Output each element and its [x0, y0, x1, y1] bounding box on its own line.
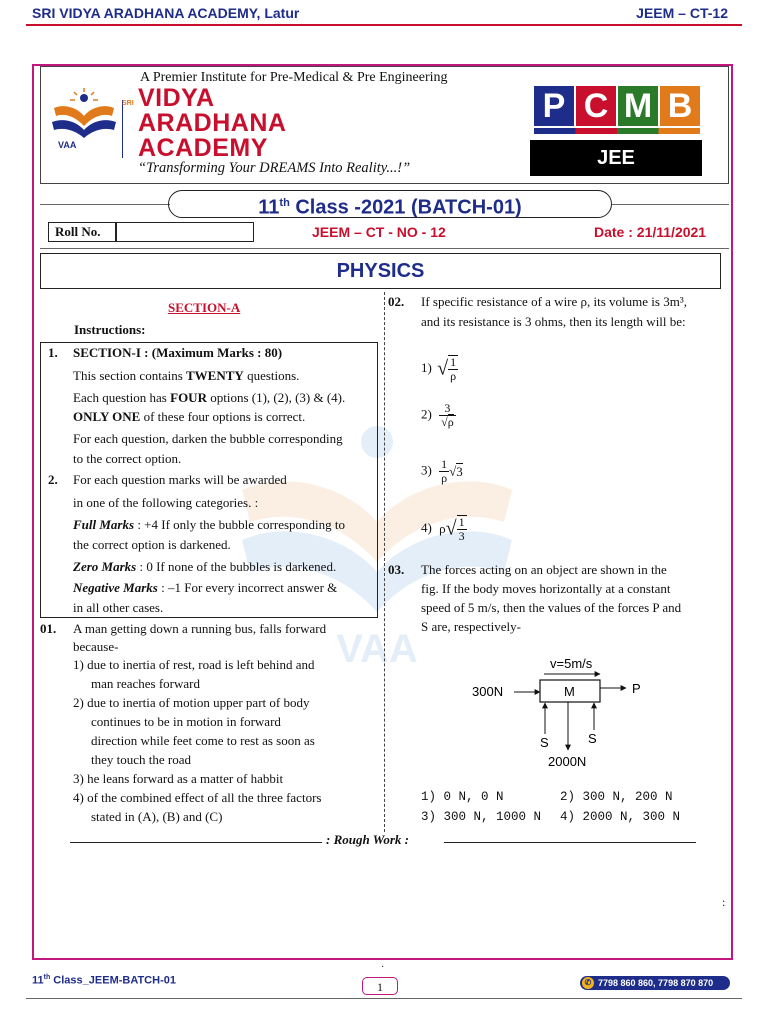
mass-label: M [564, 684, 575, 699]
page-number: 1 [362, 977, 398, 995]
instruction-line: in all other cases. [73, 600, 164, 615]
stray-mark: : [722, 895, 726, 909]
question-stem: and its resistance is 3 ohms, then its length will be: [421, 314, 686, 329]
question-stem: If specific resistance of a wire ρ, its volume is 3m³, [421, 294, 687, 309]
logo-wordmark [138, 86, 286, 161]
question-number: 01. [40, 621, 57, 636]
logo-line-3: ACADEMY [138, 134, 268, 162]
answer-option-1: 1) √ $\frac{1}{\rho}$ [421, 355, 457, 383]
phone-numbers: 7798 860 860, 7798 870 870 [598, 978, 714, 988]
logo-abbreviation: VAA [58, 140, 77, 150]
answer-option: 4) 2000 N, 300 N [560, 810, 681, 824]
answer-option: man reaches forward [91, 676, 200, 691]
instruction-line: For each question marks will be awarded [73, 472, 287, 487]
test-code: JEEM – CT - NO - 12 [312, 224, 446, 240]
logo-sri: SRI [122, 100, 134, 107]
left-force-label: 300N [472, 684, 504, 699]
test-id-header: JEEM – CT-12 [636, 5, 728, 21]
roll-number-label: Roll No. [48, 222, 116, 242]
instructions-title: Instructions: [74, 322, 146, 337]
instruction-line: ONLY ONE of these four options is correct. [73, 409, 306, 424]
answer-option-3: 3) $\frac{1}{\rho}$ √3 [421, 457, 463, 485]
roll-row-rule [40, 248, 729, 249]
book-logo-icon [48, 86, 120, 144]
instruction-zero-marks: Zero Marks : 0 If none of the bubbles is darkened. [73, 559, 337, 574]
pcmb-tile-c: C [576, 86, 616, 126]
answer-option-4: 4) ρ√ $\frac{1}{3}$ [421, 515, 465, 543]
test-date: Date : 21/11/2021 [594, 224, 707, 240]
question-stem: because- [73, 639, 119, 654]
pcmb-logo [530, 82, 702, 178]
institute-header: SRI VIDYA ARADHANA ACADEMY, Latur [32, 5, 300, 21]
answer-option: they touch the road [91, 752, 191, 767]
question-stem: The forces acting on an object are shown in the [421, 562, 667, 577]
question-stem: A man getting down a running bus, falls forward [73, 621, 327, 636]
pcmb-tile-m: M [618, 86, 658, 126]
column-divider [384, 292, 385, 832]
instruction-line: For each question, darken the bubble corresponding [73, 431, 343, 446]
pcmb-subject-strip [534, 128, 700, 134]
footer-class-label: 11th Class_JEEM-BATCH-01 [32, 974, 176, 987]
question-stem: speed of 5 m/s, then the values of the forces P and [421, 600, 682, 615]
pcmb-tile-b: B [660, 86, 700, 126]
s-left-label: S [540, 735, 549, 750]
instruction-num-1: 1. [48, 345, 58, 360]
rough-work-rule-right [444, 842, 696, 843]
contact-phones [580, 976, 730, 990]
answer-option: 4) of the combined effect of all the three factors [73, 790, 322, 805]
page-dot: · [381, 962, 385, 973]
instruction-num-2: 2. [48, 472, 58, 487]
class-batch-title: 11th Class -2021 (BATCH-01) [168, 190, 612, 218]
rough-work-label: : Rough Work : [326, 832, 409, 847]
right-force-label: P [632, 681, 641, 696]
header-rule [26, 24, 742, 26]
answer-option: continues to be in motion in forward [91, 714, 281, 729]
down-force-label: 2000N [548, 754, 587, 769]
phone-icon: ✆ [582, 977, 594, 989]
answer-option: direction while feet come to rest as soon as [91, 733, 315, 748]
logo-divider [122, 100, 123, 158]
instruction-full-marks: Full Marks : +4 If only the bubble corresponding to [73, 517, 346, 532]
answer-option: 3) 300 N, 1000 N [421, 810, 542, 824]
velocity-label: v=5m/s [550, 656, 593, 671]
answer-option: 1) due to inertia of rest, road is left behind and [73, 657, 315, 672]
section-title: SECTION-A [168, 300, 241, 315]
instruction-line: the correct option is darkened. [73, 537, 231, 552]
question-stem: S are, respectively- [421, 619, 521, 634]
question-stem: fig. If the body moves horizontally at a constant [421, 581, 671, 596]
answer-option: 3) he leans forward as a matter of habbit [73, 771, 284, 786]
force-diagram [466, 652, 656, 774]
pill-rule-left [40, 204, 170, 205]
answer-option: stated in (A), (B) and (C) [91, 809, 223, 824]
instruction-line: Each question has FOUR options (1), (2), (3) & (4). [73, 390, 346, 405]
institute-motto: “Transforming Your DREAMS Into Reality...!” [138, 160, 411, 176]
roll-number-field[interactable] [116, 222, 254, 242]
instruction-line: This section contains TWENTY questions. [73, 368, 300, 383]
instruction-line: in one of the following categories. : [73, 495, 259, 510]
question-number: 02. [388, 294, 405, 309]
jee-label: JEE [530, 140, 702, 176]
answer-option-2: 2) $\frac{3}{√\rho}$ [421, 401, 454, 429]
footer-rule [26, 998, 742, 999]
answer-option: 1) 0 N, 0 N [421, 790, 504, 804]
instruction-line: to the correct option. [73, 451, 182, 466]
logo-line-2: ARADHANA [138, 109, 287, 137]
pcmb-tile-p: P [534, 86, 574, 126]
pill-rule-right [612, 204, 729, 205]
answer-option: 2) 300 N, 200 N [560, 790, 673, 804]
s-right-label: S [588, 731, 597, 746]
subject-title: PHYSICS [40, 253, 721, 289]
watermark-text: VAA [336, 627, 418, 671]
question-number: 03. [388, 562, 405, 577]
answer-option: 2) due to inertia of motion upper part of body [73, 695, 310, 710]
instruction-negative-marks: Negative Marks : –1 For every incorrect answer & [73, 580, 338, 595]
logo-line-1: VIDYA [138, 84, 215, 112]
rough-work-rule-left [70, 842, 322, 843]
institute-tagline: A Premier Institute for Pre-Medical & Pre Engineering [140, 70, 448, 85]
instruction-section-heading: SECTION-I : (Maximum Marks : 80) [73, 345, 283, 360]
